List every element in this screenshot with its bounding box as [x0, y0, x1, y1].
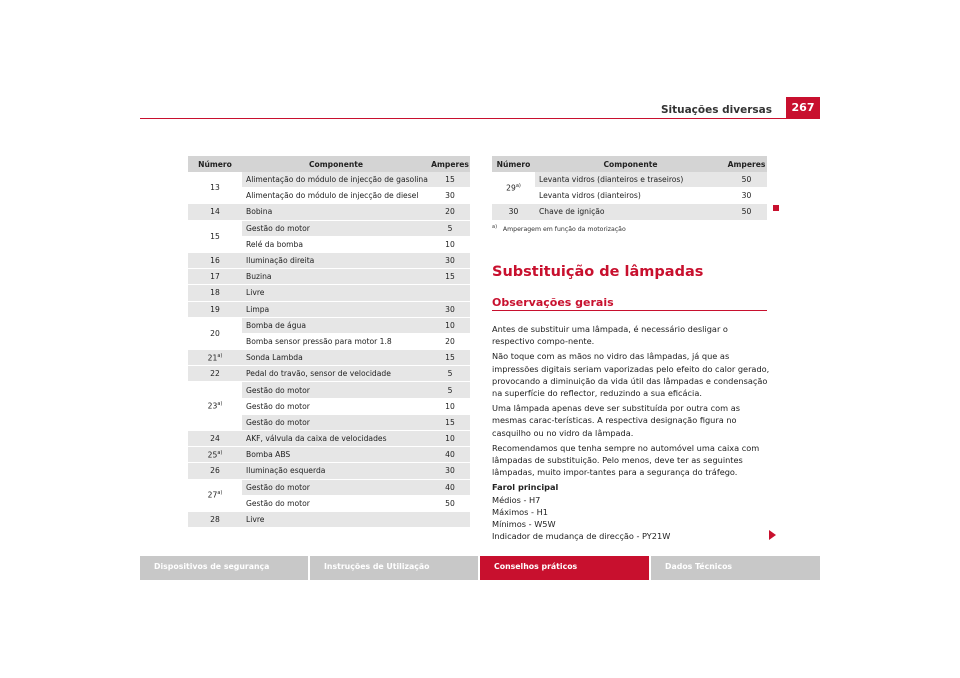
lamp-list-item: Mínimos - W5W	[492, 519, 556, 530]
fuse-number: 13	[188, 172, 242, 204]
fuse-component: Iluminação direita	[242, 253, 430, 269]
fuse-amperes: 10	[430, 237, 470, 253]
fuse-amperes: 10	[430, 431, 470, 447]
nav-tab-instructions[interactable]: Instruções de Utilização	[310, 556, 478, 580]
table-row	[188, 221, 470, 237]
fuse-amperes: 40	[430, 480, 470, 496]
fuse-number: 14	[188, 204, 242, 220]
fuse-amperes: 30	[430, 188, 470, 204]
table-row	[188, 431, 470, 447]
fuse-component: Pedal do travão, sensor de velocidade	[242, 366, 430, 382]
fuse-component: Levanta vidros (dianteiros)	[535, 188, 726, 204]
table-row	[188, 350, 470, 366]
fuse-table-right	[492, 156, 767, 221]
fuse-component: Alimentação do módulo de injecção de gasolina	[242, 172, 430, 188]
lamp-list-item: Médios - H7	[492, 494, 541, 505]
table-row	[188, 463, 470, 479]
fuse-amperes: 40	[430, 447, 470, 463]
fuse-amperes: 30	[430, 302, 470, 318]
fuse-amperes: 20	[430, 334, 470, 350]
section-title: Substituição de lâmpadas	[492, 264, 704, 280]
column-header-number: Número	[492, 156, 535, 172]
fuse-amperes: 5	[430, 382, 470, 398]
fuse-component: Sonda Lambda	[242, 350, 430, 366]
fuse-amperes: 15	[430, 172, 470, 188]
fuse-amperes: 50	[430, 496, 470, 512]
fuse-amperes: 5	[430, 366, 470, 382]
fuse-component: Chave de ignição	[535, 204, 726, 220]
table-footnote: $^{a)}$ Amperagem em função da motorização	[492, 224, 626, 234]
fuse-component: Bomba sensor pressão para motor 1.8	[242, 334, 430, 350]
fuse-component: Alimentação do módulo de injecção de diesel	[242, 188, 430, 204]
fuse-number: 25$^{a)}$	[188, 447, 242, 463]
page-number: 267	[786, 97, 820, 119]
fuse-component: Gestão do motor	[242, 480, 430, 496]
page-header-title: Situações diversas	[660, 104, 772, 116]
next-page-arrow-icon[interactable]	[769, 530, 776, 540]
paragraph: Antes de substituir uma lâmpada, é necessário desligar o respectivo compo-nente.	[492, 324, 728, 347]
fuse-number: 27$^{a)}$	[188, 480, 242, 512]
fuse-number: 17	[188, 269, 242, 285]
fuse-component: Bomba ABS	[242, 447, 430, 463]
nav-tab-practical-tips[interactable]: Conselhos práticos	[480, 556, 649, 580]
fuse-table-left	[188, 156, 470, 528]
fuse-amperes	[430, 512, 470, 528]
fuse-component: Bobina	[242, 204, 430, 220]
fuse-number: 23$^{a)}$	[188, 382, 242, 431]
fuse-amperes: 10	[430, 399, 470, 415]
fuse-amperes: 15	[430, 269, 470, 285]
table-row	[188, 204, 470, 220]
fuse-component: Gestão do motor	[242, 496, 430, 512]
fuse-component: Gestão do motor	[242, 382, 430, 398]
table-row	[492, 204, 767, 220]
table-row	[188, 172, 470, 188]
fuse-number: 18	[188, 285, 242, 301]
table-row	[188, 269, 470, 285]
table-row	[188, 366, 470, 382]
nav-tab-technical-data[interactable]: Dados Técnicos	[651, 556, 820, 580]
fuse-component: Levanta vidros (dianteiros e traseiros)	[535, 172, 726, 188]
fuse-amperes: 30	[726, 188, 767, 204]
end-marker	[773, 205, 779, 211]
column-header-component: Componente	[242, 156, 430, 172]
column-header-component: Componente	[535, 156, 726, 172]
paragraph: Uma lâmpada apenas deve ser substituída por outra com as mesmas carac-terísticas. A respectiva designação figura no casquilho ou no vidro da lâmpada.	[492, 403, 741, 438]
fuse-number: 22	[188, 366, 242, 382]
fuse-number: 30	[492, 204, 535, 220]
table-row	[188, 318, 470, 334]
column-header-amperes: Amperes	[726, 156, 767, 172]
fuse-number: 15	[188, 221, 242, 253]
fuse-amperes: 10	[430, 318, 470, 334]
column-header-amperes: Amperes	[430, 156, 470, 172]
header-divider	[140, 118, 820, 119]
column-header-number: Número	[188, 156, 242, 172]
fuse-component: Gestão do motor	[242, 399, 430, 415]
fuse-number: 19	[188, 302, 242, 318]
table-row	[188, 447, 470, 463]
fuse-component: Relé da bomba	[242, 237, 430, 253]
fuse-amperes: 15	[430, 415, 470, 431]
fuse-amperes: 15	[430, 350, 470, 366]
fuse-component: Livre	[242, 285, 430, 301]
fuse-number: 16	[188, 253, 242, 269]
fuse-component: Buzina	[242, 269, 430, 285]
fuse-amperes: 30	[430, 253, 470, 269]
fuse-component: Gestão do motor	[242, 415, 430, 431]
lamp-list-item: Máximos - H1	[492, 506, 548, 517]
fuse-number: 28	[188, 512, 242, 528]
fuse-amperes: 30	[430, 463, 470, 479]
fuse-component: Bomba de água	[242, 318, 430, 334]
fuse-amperes: 5	[430, 221, 470, 237]
subsection-title: Observações gerais	[492, 296, 614, 309]
footnote-text: Amperagem em função da motorização	[502, 226, 626, 234]
table-row	[188, 285, 470, 301]
lamp-list-item: Indicador de mudança de direcção - PY21W	[492, 531, 671, 542]
fuse-component: Iluminação esquerda	[242, 463, 430, 479]
fuse-amperes	[430, 285, 470, 301]
fuse-number: 21$^{a)}$	[188, 350, 242, 366]
table-row	[188, 253, 470, 269]
subsection-divider	[492, 310, 767, 311]
fuse-number: 29$^{a)}$	[492, 172, 535, 204]
fuse-number: 24	[188, 431, 242, 447]
fuse-number: 20	[188, 318, 242, 350]
fuse-component: Livre	[242, 512, 430, 528]
table-row	[492, 172, 767, 188]
fuse-amperes: 20	[430, 204, 470, 220]
paragraph: Recomendamos que tenha sempre no automóvel uma caixa com lâmpadas de substituição. Pelo menos, deve ter as seguintes lâmpadas, muito impor-tantes para a segurança do tráfego.	[492, 442, 760, 478]
table-row	[188, 302, 470, 318]
fuse-amperes: 50	[726, 172, 767, 188]
paragraph: Não toque com as mãos no vidro das lâmpadas, já que as impressões digitais seriam vaporizadas pelo efeito do calor gerado, provocando a diminuição da vida útil das lâmpadas e condensação na superfície do reflector, reduzindo a sua eficácia.	[492, 351, 770, 399]
table-row	[188, 480, 470, 496]
fuse-component: AKF, válvula da caixa de velocidades	[242, 431, 430, 447]
fuse-amperes: 50	[726, 204, 767, 220]
fuse-component: Gestão do motor	[242, 221, 430, 237]
table-row	[188, 382, 470, 398]
lamp-list-heading: Farol principal	[492, 482, 559, 493]
fuse-component: Limpa	[242, 302, 430, 318]
nav-tab-safety[interactable]: Dispositivos de segurança	[140, 556, 308, 580]
body-text	[492, 323, 772, 542]
fuse-number: 26	[188, 463, 242, 479]
table-row	[188, 512, 470, 528]
